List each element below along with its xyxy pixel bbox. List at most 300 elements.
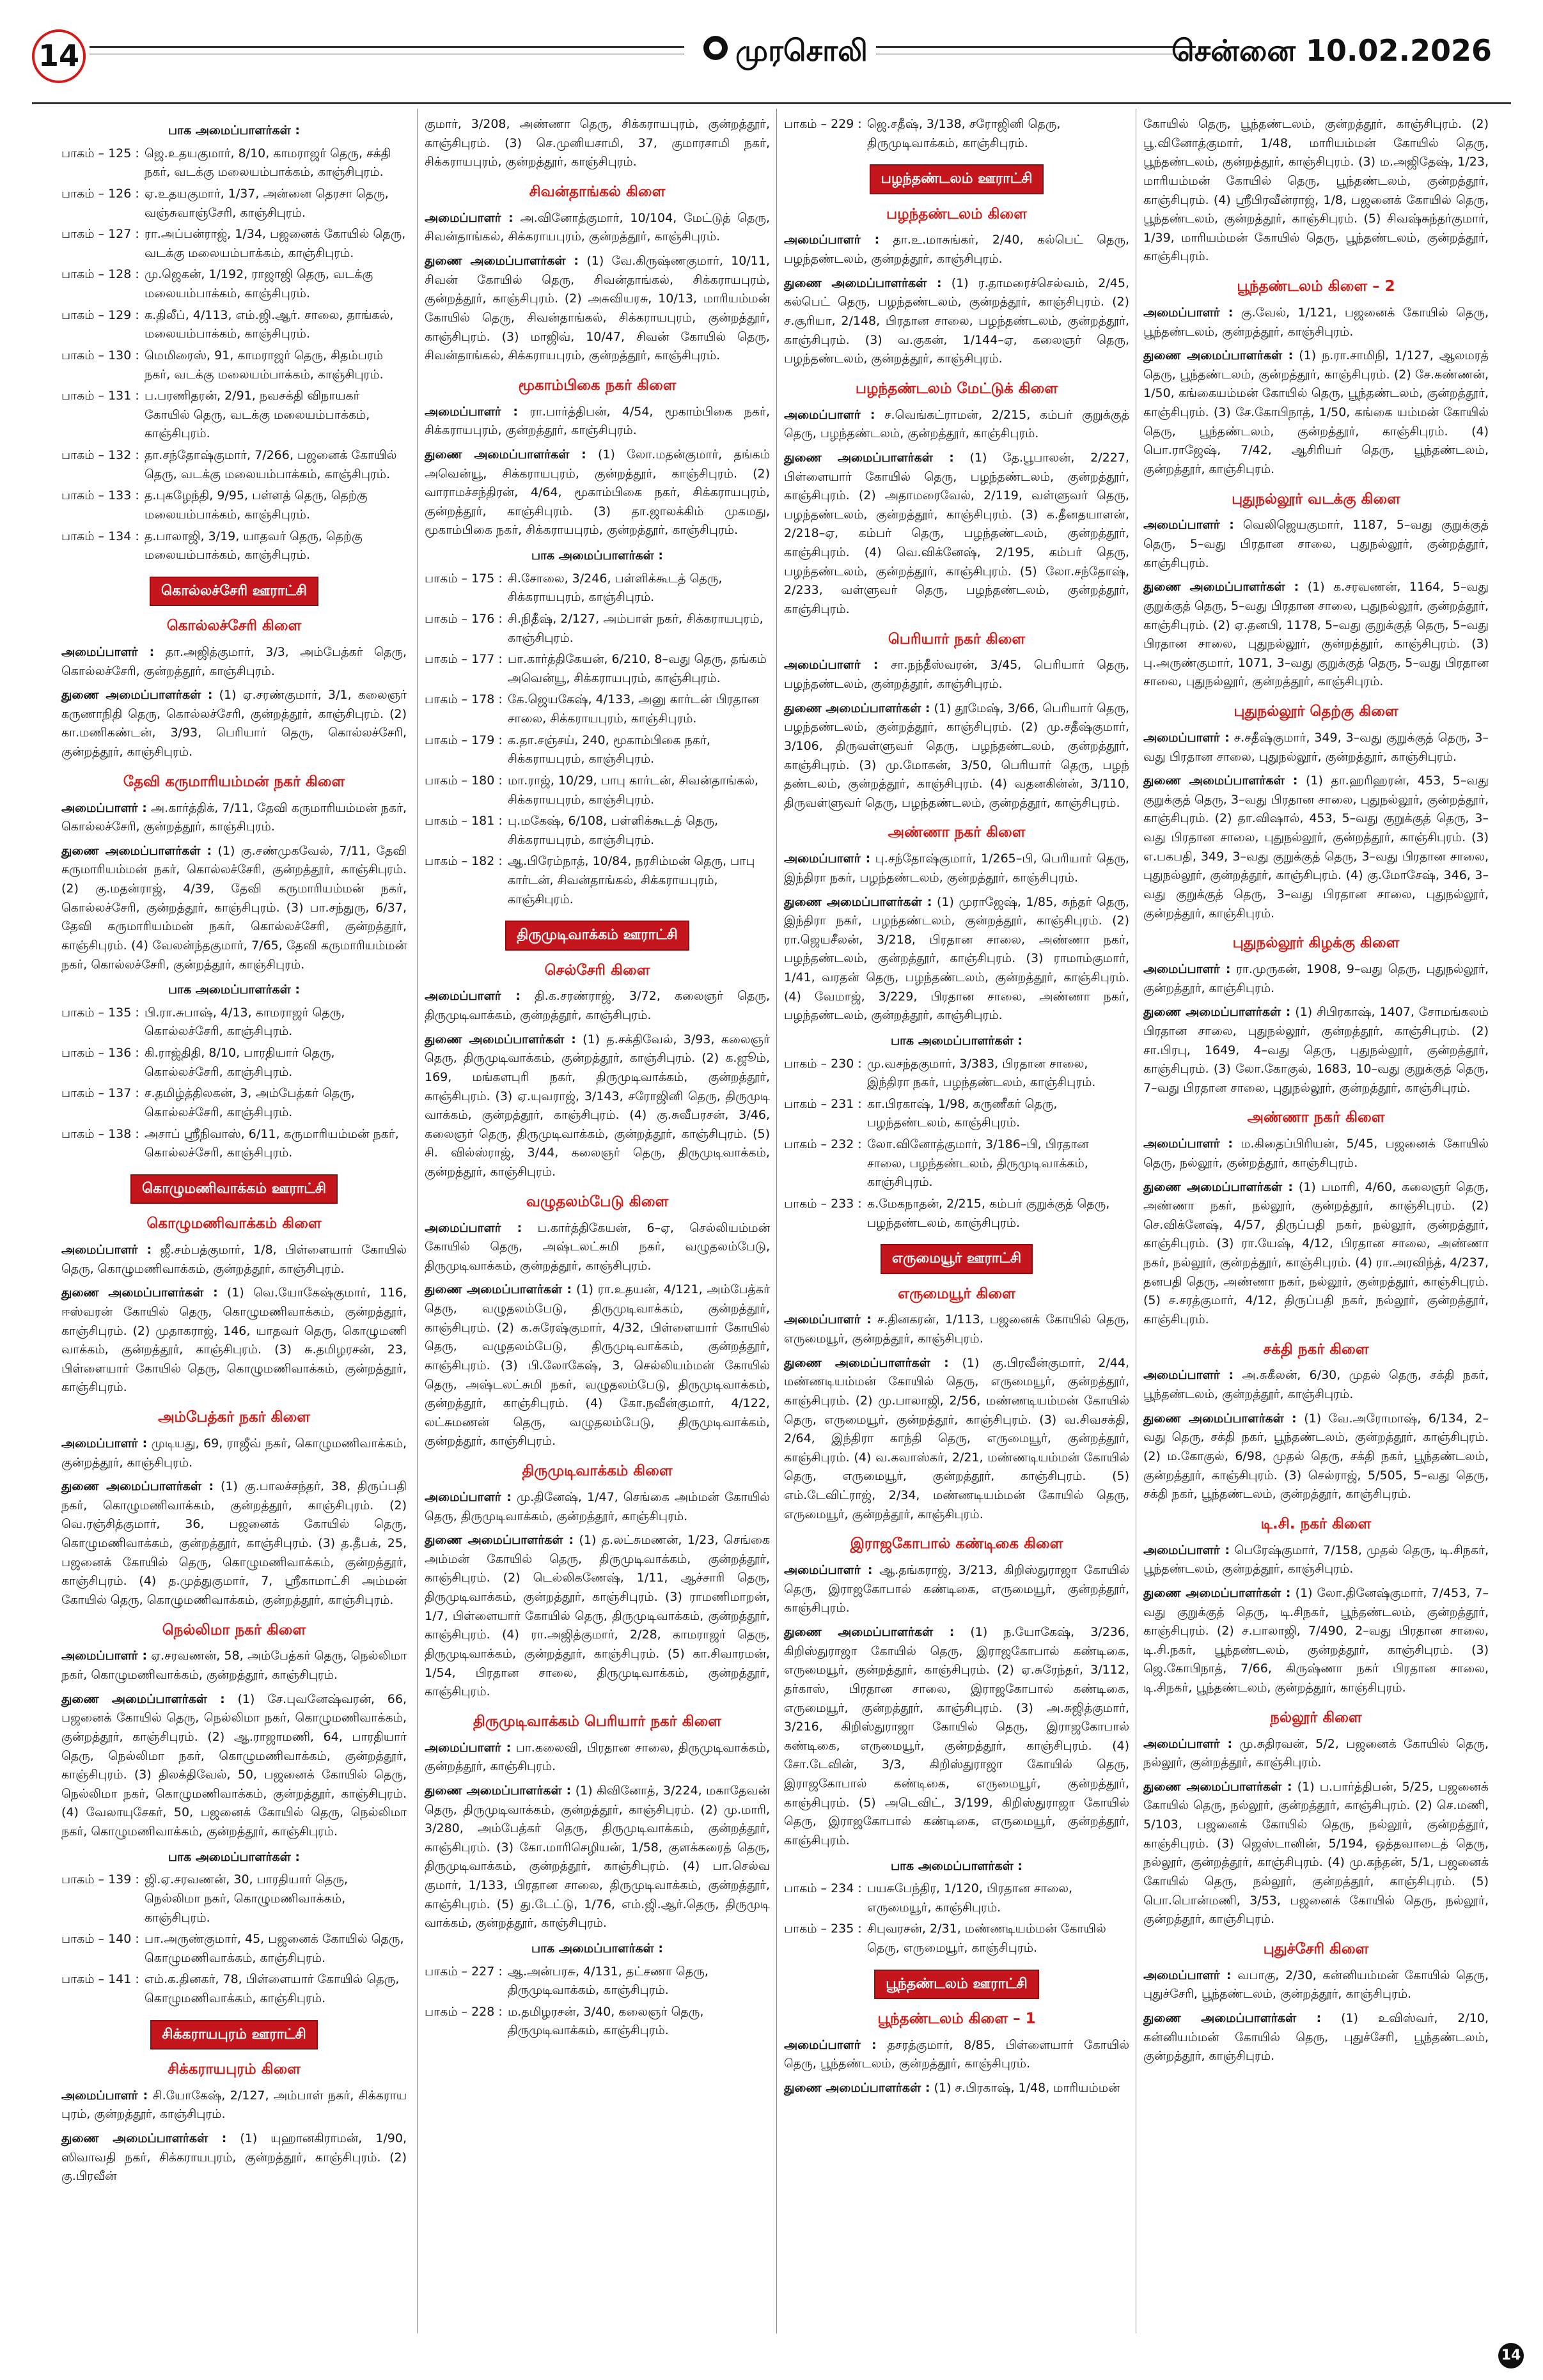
member-details: (1) ஏ.சரண்குமார், 3/1, கலைஞர் கருணாநிதி தெரு, கொல்லச்சேரி, குன்றத்தூர், காஞ்சிபுரம். (2) கா.மணிகண்டன், 3/93, பெரியார் தெரு, கொல்லச்சேரி, குன்றத்தூர், காஞ்சிபுரம். <box>61 688 407 759</box>
member-details: (1) முராஜேஷ், 1/85, சுந்தர் தெரு, இந்திரா நகர், பழந்தண்டலம், குன்றத்தூர், காஞ்சிபுரம். (2) ரா.ஜெயசீலன், 3/218, பிரதான சாலை, அண்ணா நகர், பழந்தண்டலம், குன்றத்தூர், காஞ்சிபுரம். (3) ராமாம்குமார், 1/41, வரதன் தெரு, பழந்தண்டலம், குன்றத்தூர், காஞ்சிபுரம். (4) வேமாஜ், 3/229, பிரதான சாலை, அண்ணா நகர், பழந்தண்டலம், குன்றத்தூர், காஞ்சிபுரம். <box>784 894 1129 1023</box>
booth-entry <box>61 527 407 565</box>
booth-details: ஜி.ஏ.சரவணன், 30, பாரதியார் தெரு, நெல்லிமா நகர், கொழுமணிவாக்கம், காஞ்சிபுரம். <box>145 1872 349 1925</box>
role-label: அமைப்பாளர் : <box>1143 962 1231 976</box>
member-details: (1) தூமேஷ், 3/66, பெரியார் தெரு, பழந்தண்டலம், குன்றத்தூர், காஞ்சிபுரம். (2) மு.சதீஷ்குமார், 3/106, திருவள்ளுவர் தெரு, பழந்தண்டலம், குன்றத்தூர், காஞ்சிபுரம். (3) மு.மோகன், 3/50, பெரியார் தெரு, பழந் தண்டலம், குன்றத்தூர், காஞ்சிபுரம். (4) வதனகின்ன், 3/110, திருவள்ளுவர் தெரு, பழந்தண்டலம், குன்றத்தூர், காஞ்சிபுரம். <box>784 701 1129 810</box>
member-entry <box>1143 516 1489 573</box>
member-details: (1) கு.சண்முகவேல், 7/11, தேவி கருமாரியம்மன் நகர், கொல்லச்சேரி, குன்றத்தூர், காஞ்சிபுரம். (2) கு.மதன்ராஜ், 4/39, தேவி கருமாரியம்மன் நகர், கொல்லச்சேரி, குன்றத்தூர், காஞ்சிபுரம். (3) பா.சந்துரு, 6/37, தேவி கருமாரியம்மன் நகர், கொல்லச்சேரி, குன்றத்தூர், காஞ்சிபுரம். (4) வேலன்ந்தகுமார், 7/65, தேவி கருமாரியம்மன் நகர், கொல்லச்சேரி, குன்றத்தூர், காஞ்சிபுரம். <box>61 843 407 972</box>
booth-details: மு.வசந்தகுமார், 3/383, பிரதான சாலை, இந்திரா நகர், பழந்தண்டலம், காஞ்சிபுரம். <box>867 1056 1096 1090</box>
booth-label: பாகம் – 235 : <box>784 1922 862 1936</box>
booth-entry <box>61 486 407 524</box>
member-entry <box>61 2129 407 2186</box>
booth-label: பாகம் – 233 : <box>784 1196 862 1211</box>
branch-heading: பழந்தண்டலம் மேட்டுக் கிளை <box>855 380 1058 397</box>
booth-label: பாகம் – 182 : <box>425 854 503 869</box>
member-details: (1) கு.பிரவீன்குமார், 2/44, மண்ணடியம்மன் கோயில் தெரு, எருமையூர், குன்றத்தூர், காஞ்சிபுரம். (2) மு.பாலாஜி, 2/56, மண்ணடியம்மன் கோயில் தெரு, எருமையூர், குன்றத்தூர், காஞ்சிபுரம். (3) வ.சிவசக்தி, 2/64, இந்திரா காந்தி தெரு, எருமையூர், குன்றத்தூர், காஞ்சிபுரம். (4) வ.கவாஸ்கர், 2/21, மண்ணடியம்மன் கோயில் தெரு, எருமையூர், குன்றத்தூர், காஞ்சிபுரம். (5) எம்.டேவிட்ராஜ், 2/34, மண்ணடியம்மன் கோயில் தெரு, எருமையூர், குன்றத்தூர், காஞ்சிபுரம். <box>784 1355 1129 1521</box>
member-details: முடியது, 69, ராஜீவ் நகர், கொழுமணிவாக்கம், குன்றத்தூர், காஞ்சிபுரம். <box>61 1436 407 1470</box>
member-entry <box>1143 346 1489 479</box>
role-label: அமைப்பாளர் : <box>1143 1368 1234 1383</box>
member-details: ப.கார்த்திகேயன், 6–ஏ, செல்லியம்மன் கோயில் தெரு, அஷ்டலட்சுமி நகர், வழுதலம்பேடு, திருமுடிவாக்கம், குன்றத்தூர், காஞ்சிபுரம். <box>425 1220 771 1273</box>
member-details: அ.கார்த்திக், 7/11, தேவி கருமாரியம்மன் நகர், கொல்லச்சேரி, குன்றத்தூர், காஞ்சிபுரம். <box>61 800 407 834</box>
column-2 <box>421 115 774 2043</box>
branch-heading: பழந்தண்டலம் கிளை <box>886 205 1027 222</box>
booth-label: பாகம் – 134 : <box>61 529 139 543</box>
booth-details: க.திலீப், 4/113, எம்.ஜி.ஆர். சாலை, தாங்கல், மலையம்பாக்கம், காஞ்சிபுரம். <box>145 307 394 341</box>
booth-entry <box>61 265 407 303</box>
panchayat-heading: பூந்தண்டலம் ஊராட்சி <box>874 1970 1038 1999</box>
member-details: ம.கிதைப்பிரியன், 5/45, பஜனைக் கோயில் தெரு, நல்லூர், குன்றத்தூர், காஞ்சிபுரம். <box>1143 1137 1489 1170</box>
booth-details: ப.பரணிதரன், 2/91, நவசக்தி விநாயகர் கோயில் தெரு, வடக்கு மலையம்பாக்கம், காஞ்சிபுரம். <box>145 389 370 441</box>
member-entry <box>1143 1735 1489 1773</box>
section-subheading: பாக அமைப்பாளர்கள் : <box>168 123 300 137</box>
member-details: (1) பமாரி, 4/60, கலைஞர் தெரு, அண்ணா நகர், நல்லூர், குன்றத்தூர், காஞ்சிபுரம். (2) செ.விக்னேஷ், 4/57, திருப்பதி நகர், நல்லூர், குன்றத்தூர், காஞ்சிபுரம். (3) ரா.யேஷ், 4/12, பிரதான சாலை, அண்ணா நகர், நல்லூர், குன்றத்தூர், காஞ்சிபுரம். (4) ரா.அரவிந்த், 4/237, தனபதி தெரு, அண்ணா நகர், நல்லூர், குன்றத்தூர், காஞ்சிபுரம். (5) ச.சரத்குமார், 4/12, திருப்பதி நகர், நல்லூர், குன்றத்தூர், காஞ்சிபுரம். <box>1143 1179 1489 1326</box>
member-details: (1) உவிஸ்வர், 2/10, கன்னியம்மன் கோயில் தெரு, புதுச்சேரி, பூந்தண்டலம், குன்றத்தூர், காஞ்சிபுரம். <box>1143 2011 1489 2064</box>
member-entry <box>61 686 407 762</box>
role-label: துணை அமைப்பாளர்கள் : <box>784 1625 955 1639</box>
member-entry <box>425 1280 770 1451</box>
masthead <box>0 0 1543 96</box>
member-entry <box>425 252 770 366</box>
member-details: ச.தினகரன், 1/113, பஜனைக் கோயில் தெரு, எருமையூர், குன்றத்தூர், காஞ்சிபுரம். <box>784 1312 1129 1346</box>
booth-label: பாகம் – 126 : <box>61 186 139 201</box>
role-label: துணை அமைப்பாளர்கள் : <box>425 1282 572 1297</box>
booth-label: பாகம் – 128 : <box>61 267 139 282</box>
branch-heading: புதுநல்லூர் கிழக்கு கிளை <box>1232 935 1400 952</box>
role-label: அமைப்பாளர் : <box>1143 1543 1230 1557</box>
panchayat-heading: பழந்தண்டலம் ஊராட்சி <box>870 164 1044 194</box>
role-label: துணை அமைப்பாளர்கள் : <box>784 2081 930 2096</box>
branch-heading: நெல்லிமா நகர் கிளை <box>162 1621 306 1638</box>
member-entry <box>1143 2009 1489 2066</box>
booth-label: பாகம் – 140 : <box>61 1932 139 1947</box>
member-entry <box>784 449 1129 619</box>
panchayat-heading: சிக்கராயபுரம் ஊராட்சி <box>150 2020 318 2049</box>
member-entry <box>425 446 770 540</box>
member-details: கு.வேல், 1/121, பஜனைக் கோயில் தெரு, பூந்தண்டலம், குன்றத்தூர், காஞ்சிபுரம். <box>1143 305 1489 339</box>
member-entry <box>425 403 770 440</box>
booth-entry <box>784 115 1129 153</box>
booth-details: மெமிரைஸ், 91, காமராஜர் தெரு, சிதம்பரம் நகர், வடக்கு மலையம்பாக்கம், காஞ்சிபுரம். <box>145 348 384 382</box>
booth-details: ஜெ.சதீஷ், 3/138, சரோஜினி தெரு, திருமுடிவாக்கம், காஞ்சிபுரம். <box>867 117 1061 150</box>
column-1 <box>58 115 411 2191</box>
member-entry <box>784 850 1129 887</box>
role-label: அமைப்பாளர் : <box>1143 305 1234 320</box>
member-entry <box>425 987 770 1025</box>
booth-label: பாகம் – 232 : <box>784 1137 862 1152</box>
booth-entry <box>784 1195 1129 1233</box>
member-details: (1) யுஹானகிராமன், 1/90, ஸிவாவதி நகர், சிக்கராயபுரம், குன்றத்தூர், காஞ்சிபுரம். (2) கு.பிரவீன் <box>61 2131 407 2184</box>
member-entry <box>61 643 407 681</box>
booth-label: பாகம் – 179 : <box>425 733 503 747</box>
role-label: துணை அமைப்பாளர்கள் : <box>1143 580 1299 595</box>
role-label: துணை அமைப்பாளர்கள் : <box>1143 1585 1291 1600</box>
branch-heading: புதுநல்லூர் வடக்கு கிளை <box>1232 490 1400 508</box>
member-details: (1) க.சரவணன், 1164, 5–வது குறுக்குத் தெரு, 5–வது பிரதான சாலை, புதுநல்லூர், குன்றத்தூர், காஞ்சிபுரம். (2) ஏ.தனபி, 1178, 5–வது குறுக்குத் தெரு, 5–வது பிரதான சாலை, புதுநல்லூர், குன்றத்தூர், காஞ்சிபுரம். (3) பு.அருண்குமார், 1071, 3–வது குறுக்குத் தெரு, 5–வது பிரதான சாலை, புதுநல்லூர், குன்றத்தூர், காஞ்சிபுரம். <box>1143 580 1489 689</box>
role-label: அமைப்பாளர் : <box>1143 518 1234 533</box>
member-details: குமார், 3/208, அண்ணா தெரு, சிக்கராயபுரம், குன்றத்தூர், காஞ்சிபுரம். (3) செ.முனியசாமி, 37, குமாரசாமி நகர், சிக்கராயபுரம், குன்றத்தூர், காஞ்சிபுரம். <box>425 117 770 169</box>
booth-entry <box>784 1879 1129 1917</box>
booth-details: அசாப் ஸ்ரீநிவாஸ், 6/11, கருமாரியம்மன் நகர், கொல்லச்சேரி, காஞ்சிபுரம். <box>145 1126 399 1160</box>
booth-label: பாகம் – 127 : <box>61 227 139 242</box>
role-label: துணை அமைப்பாளர்கள் : <box>1143 348 1294 363</box>
booth-label: பாகம் – 234 : <box>784 1881 862 1896</box>
branch-heading: எருமையூர் கிளை <box>898 1285 1015 1302</box>
panchayat-heading: கொல்லச்சேரி ஊராட்சி <box>150 577 318 606</box>
branch-heading: புதுநல்லூர் தெற்கு கிளை <box>1234 703 1398 720</box>
booth-entry <box>61 306 407 344</box>
branch-heading: அண்ணா நகர் கிளை <box>1247 1109 1385 1126</box>
member-details: அ.வினோத்குமார், 10/104, மேட்டுத் தெரு, சிவன்தாங்கல், சிக்கராயபுரம், குன்றத்தூர், காஞ்சிபுரம். <box>425 210 771 244</box>
role-label: துணை அமைப்பாளர்கள் : <box>784 1355 949 1370</box>
branch-heading: பெரியார் நகர் கிளை <box>888 630 1026 648</box>
column-divider <box>776 109 777 2333</box>
member-details: ஜீ.சம்பத்குமார், 1/8, பிள்ளையார் கோயில் தெரு, கொழுமணிவாக்கம், குன்றத்தூர், காஞ்சிபுரம். <box>61 1243 407 1276</box>
booth-details: சி.நிதீஷ், 2/127, அம்பாள் நகர், சிக்கராயபுரம், காஞ்சிபுரம். <box>508 611 764 645</box>
member-entry <box>784 2036 1129 2074</box>
booth-label: பாகம் – 175 : <box>425 571 503 586</box>
role-label: அமைப்பாளர் : <box>1143 1137 1234 1151</box>
role-label: துணை அமைப்பாளர்கள் : <box>61 1479 214 1494</box>
role-label: துணை அமைப்பாளர்கள் : <box>1143 1779 1292 1794</box>
member-entry <box>425 1782 770 1933</box>
booth-entry <box>425 1963 770 2000</box>
role-label: துணை அமைப்பாளர்கள் : <box>1143 2011 1322 2025</box>
branch-heading: அம்பேத்கர் நகர் கிளை <box>157 1409 311 1426</box>
booth-label: பாகம் – 133 : <box>61 488 139 503</box>
booth-details: த.பாலாஜி, 3/19, யாதவர் தெரு, தெற்கு மலையம்பாக்கம், காஞ்சிபுரம். <box>145 529 363 563</box>
booth-label: பாகம் – 131 : <box>61 389 139 403</box>
branch-heading: இராஜகோபால் கண்டிகை கிளை <box>850 1536 1063 1553</box>
member-details: ச.சதீஷ்குமார், 349, 3–வது குறுக்குத் தெரு, 3–வது பிரதான சாலை, புதுநல்லூர், குன்றத்தூர், காஞ்சிபுரம். <box>1143 730 1489 764</box>
booth-details: பயசுபேந்திர, 1/120, பிரதான சாலை, எருமையூர், காஞ்சிபுரம். <box>867 1881 1073 1915</box>
member-details: சி.யோகேஷ், 2/127, அம்பாள் நகர், சிக்கராய புரம், குன்றத்தூர், காஞ்சிபுரம். <box>61 2088 407 2122</box>
section-subheading: பாக அமைப்பாளர்கள் : <box>890 1033 1022 1048</box>
member-details: (1) தே.பூபாலன், 2/227, பிள்ளையார் கோயில் தெரு, பழந்தண்டலம், குன்றத்தூர், காஞ்சிபுரம். (2) அதாமரைவேல், 2/119, வள்ளுவர் தெரு, பழந்தண்டலம், குன்றத்தூர், காஞ்சிபுரம். (3) க.தீனதயாளன், 2/218–ஏ, கம்பர் தெரு, பழந்தண்டலம், குன்றத்தூர், காஞ்சிபுரம். (4) வெ.விக்னேஷ், 2/195, கம்பர் தெரு, பழந்தண்டலம், குன்றத்தூர், காஞ்சிபுரம். (5) லோ.சந்தோஷ், 2/233, வள்ளுவர் தெரு, பழந்தண்டலம், குன்றத்தூர், காஞ்சிபுரம். <box>784 450 1129 616</box>
member-entry <box>61 842 407 974</box>
booth-entry <box>61 144 407 182</box>
member-entry <box>425 1531 770 1702</box>
column-3 <box>780 115 1133 2103</box>
booth-label: பாகம் – 136 : <box>61 1046 139 1061</box>
booth-label: பாகம் – 137 : <box>61 1086 139 1101</box>
member-entry <box>1143 1966 1489 2004</box>
booth-entry <box>784 1055 1129 1093</box>
booth-details: சிபுவரசன், 2/31, மண்ணடியம்மன் கோயில் தெரு, எருமையூர், காஞ்சிபுரம். <box>867 1922 1106 1955</box>
booth-label: பாகம் – 228 : <box>425 2004 503 2019</box>
section-subheading: பாக அமைப்பாளர்கள் : <box>531 548 663 563</box>
role-label: அமைப்பாளர் : <box>784 1312 872 1327</box>
column-4 <box>1140 115 1492 2071</box>
role-label: அமைப்பாளர் : <box>61 1649 148 1663</box>
member-details: தி.க.சரண்ராஜ், 3/72, கலைஞர் தெரு, திருமுடிவாக்கம், குன்றத்தூர், காஞ்சிபுரம். <box>425 989 770 1023</box>
member-entry <box>1143 578 1489 692</box>
booth-label: பாகம் – 176 : <box>425 611 503 626</box>
booth-details: ம.தமிழரசன், 3/40, கலைஞர் தெரு, திருமுடிவாக்கம், காஞ்சிபுரம். <box>508 2004 704 2038</box>
branch-heading: டி.சி. நகர் கிளை <box>1260 1515 1372 1532</box>
member-entry <box>784 231 1129 268</box>
member-entry <box>784 2079 1129 2098</box>
booth-label: பாகம் – 132 : <box>61 448 139 462</box>
member-entry <box>1143 1135 1489 1172</box>
member-entry <box>425 1739 770 1777</box>
booth-details: க.மேகநாதன், 2/215, கம்பர் குறுக்குத் தெரு, பழந்தண்டலம், காஞ்சிபுரம். <box>867 1196 1110 1230</box>
member-entry <box>425 209 770 247</box>
role-label: அமைப்பாளர் : <box>425 404 519 419</box>
booth-details: ச.தமிழ்த்திலகன், 3, அம்பேத்கர் தெரு, கொல்லச்சேரி, காஞ்சிபுரம். <box>145 1086 355 1119</box>
booth-label: பாகம் – 138 : <box>61 1126 139 1141</box>
branch-heading: செல்சேரி கிளை <box>544 961 650 979</box>
member-entry <box>1143 1366 1489 1404</box>
role-label: அமைப்பாளர் : <box>425 1220 522 1235</box>
member-details: (1) வெ.யோகேஷ்குமார், 116, ஈஸ்வரன் கோயில் தெரு, கொழுமணிவாக்கம், குன்றத்தூர், காஞ்சிபுரம். (2) முதாகராஜ், 146, யாதவர் தெரு, கொழுமணி வாக்கம், குன்றத்தூர், காஞ்சிபுரம். (3) சு.தமிழரசன், 23, பிள்ளையார் கோயில் தெரு, கொழுமணிவாக்கம், குன்றத்தூர், காஞ்சிபுரம். <box>61 1286 407 1395</box>
section-subheading: பாக அமைப்பாளர்கள் : <box>168 1849 300 1864</box>
booth-entry <box>61 1125 407 1163</box>
member-details: ஏ.சரவணன், 58, அம்பேத்கர் தெரு, நெல்லிமா நகர், கொழுமணிவாக்கம், குன்றத்தூர், காஞ்சிபுரம். <box>61 1649 407 1682</box>
booth-entry <box>425 570 770 607</box>
member-entry <box>425 115 770 172</box>
booth-label: பாகம் – 181 : <box>425 814 503 828</box>
booth-label: பாகம் – 125 : <box>61 146 139 160</box>
member-entry <box>61 1647 407 1684</box>
role-label: துணை அமைப்பாளர்கள் : <box>784 276 942 290</box>
booth-entry <box>61 346 407 384</box>
member-details: (1) லோ.தினேஷ்குமார், 7/453, 7–வது குறுக்குத் தெரு, டி.சிநகர், பூந்தண்டலம், குன்றத்தூர், காஞ்சிபுரம். (2) ச.பாலாஜி, 7/490, 2–வது பிரதான சாலை, டி.சி.நகர், பூந்தண்டலம், குன்றத்தூர், காஞ்சிபுரம். (3) ஜெ.கோபிநாத், 7/66, கிருஷ்ணா நகர் பிரதான சாலை, டி.சிநகர், பூந்தண்டலம், குன்றத்தூர், காஞ்சிபுரம். <box>1143 1585 1489 1695</box>
member-details: மு.தினேஷ், 1/47, செங்கை அம்மன் கோயில் தெரு, திருமுடிவாக்கம், குன்றத்தூர், காஞ்சிபுரம். <box>425 1489 771 1523</box>
role-label: துணை அமைப்பாளர்கள் : <box>784 894 932 909</box>
branch-heading: சக்தி நகர் கிளை <box>1263 1341 1369 1358</box>
member-entry <box>61 1690 407 1842</box>
branch-heading: வழுதலம்பேடு கிளை <box>526 1193 669 1210</box>
booth-label: பாகம் – 135 : <box>61 1005 139 1020</box>
member-details: மு.சுதிரவன், 5/2, பஜனைக் கோயில் தெரு, நல்லூர், குன்றத்தூர், காஞ்சிபுரம். <box>1143 1736 1489 1770</box>
booth-details: பி.ரா.சுபாஷ், 4/13, காமராஜர் தெரு, கொல்லச்சேரி, காஞ்சிபுரம். <box>145 1005 345 1039</box>
branch-heading: கொல்லச்சேரி கிளை <box>166 618 302 635</box>
header-rule-left <box>90 46 684 48</box>
booth-details: ஆ.பிரேம்நாத், 10/84, நரசிம்மன் தெரு, பாபு கார்டன், சிவன்தாங்கல், சிக்கராயபுரம், காஞ்சிபுரம். <box>508 854 755 906</box>
booth-details: க.தா.சஞ்சய், 240, மூகாம்பிகை நகர், சிக்கராயபுரம், காஞ்சிபுரம். <box>508 733 710 766</box>
booth-entry <box>61 1930 407 1968</box>
role-label: அமைப்பாளர் : <box>61 1243 152 1257</box>
branch-heading: திருமுடிவாக்கம் கிளை <box>522 1463 673 1480</box>
member-entry <box>784 1354 1129 1525</box>
member-entry <box>784 274 1129 369</box>
booth-entry <box>61 1004 407 1041</box>
member-entry <box>784 406 1129 444</box>
member-details: (1) ப.பார்த்திபன், 5/25, பஜனைக் கோயில் தெரு, நல்லூர், குன்றத்தூர், காஞ்சிபுரம். (2) செ.மணி, 5/103, பஜனைக் கோயில் தெரு, நல்லூர், குன்றத்தூர், காஞ்சிபுரம். (3) ஜெஸ்டானின், 5/194, ஒத்தவாடைத் தெரு, நல்லூர், குன்றத்தூர், காஞ்சிபுரம். (4) மு.கந்தன், 5/1, பஜனைக் கோயில் தெரு, நல்லூர், குன்றத்தூர், காஞ்சிபுரம். (5) பொ.பொன்மணி, 3/53, பஜனைக் கோயில் தெரு, நல்லூர், குன்றத்தூர், காஞ்சிபுரம். <box>1143 1779 1489 1927</box>
member-details: (1) வே.அரோமாஷ், 6/134, 2–வது தெரு, சக்தி நகர், பூந்தண்டலம், குன்றத்தூர், காஞ்சிபுரம். (2) ம.கோகுல், 6/98, முதல் தெரு, சக்தி நகர், பூந்தண்டலம், குன்றத்தூர், காஞ்சிபுரம். (3) செல்ராஜ், 5/505, 5–வது தெரு, சக்தி நகர், பூந்தண்டலம், குன்றத்தூர், காஞ்சிபுரம். <box>1143 1411 1489 1502</box>
header-bottom-rule <box>32 102 1511 104</box>
branch-heading: தேவி கருமாரியம்மன் நகர் கிளை <box>123 773 345 790</box>
booth-entry <box>61 185 407 222</box>
member-entry <box>61 799 407 837</box>
member-details: தா.உ.மாசுங்கர், 2/40, கல்பெட் தெரு, பழந்தண்டலம், குன்றத்தூர், காஞ்சிபுரம். <box>784 233 1129 267</box>
booth-details: கி.ராஜ்திதி, 8/10, பாரதியார் தெரு, கொல்லச்சேரி, காஞ்சிபுரம். <box>145 1046 335 1079</box>
booth-entry <box>61 225 407 263</box>
booth-entry <box>784 1135 1129 1192</box>
booth-label: பாகம் – 231 : <box>784 1096 862 1111</box>
booth-entry <box>61 387 407 444</box>
booth-label: பாகம் – 227 : <box>425 1964 503 1979</box>
role-label: துணை அமைப்பாளர்கள் : <box>784 701 930 715</box>
member-entry <box>784 893 1129 1025</box>
booth-entry <box>425 852 770 909</box>
member-details: (1) கிவினோத், 3/224, மகாதேவன் தெரு, திருமுடிவாக்கம், குன்றத்தூர், காஞ்சிபுரம். (2) மு.மாரி, 3/280, அம்பேத்கர் தெரு, திருமுடிவாக்கம், குன்றத்தூர், காஞ்சிபுரம். (3) கோ.மாரிசெழியன், 1/58, குளக்கரைத் தெரு, திருமுடிவாக்கம், குன்றத்தூர், காஞ்சிபுரம். (4) பா.செல்வ குமார், 1/133, பிரதான சாலை, திருமுடிவாக்கம், குன்றத்தூர், காஞ்சிபுரம். (5) து.டேட்டு, 1/76, எம்.ஜி.ஆர்.தெரு, திருமுடி வாக்கம், குன்றத்தூர், காஞ்சிபுரம். <box>425 1783 771 1931</box>
role-label: அமைப்பாளர் : <box>425 1740 512 1755</box>
branch-heading: நல்லூர் கிளை <box>1270 1709 1362 1726</box>
member-details: பெரேஷ்குமார், 7/158, முதல் தெரு, டி.சிநகர், பூந்தண்டலம், குன்றத்தூர், காஞ்சிபுரம். <box>1143 1543 1489 1576</box>
member-details: (1) தா.ஹரிஹரன், 453, 5–வது குறுக்குத் தெரு, 3–வது பிரதான சாலை, புதுநல்லூர், குன்றத்தூர், காஞ்சிபுரம். (2) தா.விஷால், 453, 5–வது குறுக்குத் தெரு, 3–வது பிரதான சாலை, புதுநல்லூர், குன்றத்தூர், காஞ்சிபுரம். (3) எ.பகபதி, 349, 3–வது குறுக்குத் தெரு, 3–வது பிரதான சாலை, புதுநல்லூர், குன்றத்தூர், காஞ்சிபுரம். (4) கு.மோசேஷ், 346, 3–வது குறுக்குத் தெரு, 3–வது பிரதான சாலை, புதுநல்லூர், குன்றத்தூர், காஞ்சிபுரம். <box>1143 774 1489 921</box>
booth-details: எம்.க.தினகர், 78, பிள்ளையார் கோயில் தெரு, கொழுமணிவாக்கம், காஞ்சிபுரம். <box>145 1972 400 2005</box>
booth-details: த.புகழேந்தி, 9/95, பள்ளத் தெரு, தெற்கு மலையம்பாக்கம், காஞ்சிபுரம். <box>145 488 368 522</box>
booth-details: ஜெ.உதயகுமார், 8/10, காமராஜர் தெரு, சக்தி நகர், வடக்கு மலையம்பாக்கம், காஞ்சிபுரம். <box>145 146 391 180</box>
panchayat-heading: கொழுமணிவாக்கம் ஊராட்சி <box>130 1174 338 1204</box>
branch-heading: சிக்கராயபுரம் கிளை <box>168 2060 301 2078</box>
role-label: அமைப்பாளர் : <box>425 989 521 1004</box>
member-entry <box>1143 1178 1489 1330</box>
role-label: துணை அமைப்பாளர்கள் : <box>61 1692 225 1706</box>
role-label: துணை அமைப்பாளர்கள் : <box>784 450 954 465</box>
booth-entry <box>425 772 770 809</box>
booth-details: தா.சந்தோஷ்குமார், 7/266, பஜனைக் கோயில் தெரு, வடக்கு மலையம்பாக்கம், காஞ்சிபுரம். <box>145 448 397 481</box>
booth-entry <box>61 1084 407 1122</box>
role-label: அமைப்பாளர் : <box>784 1563 873 1578</box>
role-label: அமைப்பாளர் : <box>784 407 875 422</box>
member-details: (1) கு.பாலச்சந்தர், 38, திருப்பதி நகர், கொழுமணிவாக்கம், குன்றத்தூர், காஞ்சிபுரம். (2) வெ.ரஞ்சித்குமார், 36, பஜனைக் கோயில் தெரு, கொழுமணிவாக்கம், குன்றத்தூர், காஞ்சிபுரம். (3) த.தீபக், 25, பஜனைக் கோயில் தெரு, கொழுமணிவாக்கம், குன்றத்தூர், காஞ்சிபுரம். (4) த.முத்துகுமார், 7, ஸ்ரீகாமாட்சி அம்மன் கோயில் தெரு, கொழுமணிவாக்கம், குன்றத்தூர், காஞ்சிபுரம். <box>61 1479 407 1607</box>
booth-entry <box>61 1871 407 1927</box>
booth-entry <box>425 650 770 688</box>
column-divider <box>417 109 418 2333</box>
role-label: துணை அமைப்பாளர்கள் : <box>1143 1411 1297 1426</box>
role-label: துணை அமைப்பாளர்கள் : <box>1143 774 1298 788</box>
branch-heading: பூந்தண்டலம் கிளை – 1 <box>877 2010 1036 2027</box>
member-entry <box>1143 1410 1489 1504</box>
section-subheading: பாக அமைப்பாளர்கள் : <box>531 1941 663 1956</box>
booth-label: பாகம் – 130 : <box>61 348 139 362</box>
dateline: சென்னை 10.02.2026 <box>1171 33 1492 68</box>
member-details: தசரத்குமார், 8/85, பிள்ளையார் கோயில் தெரு, பூந்தண்டலம், குன்றத்தூர், காஞ்சிபுரம். <box>784 2037 1130 2071</box>
member-entry <box>1143 960 1489 998</box>
role-label: துணை அமைப்பாளர்கள் : <box>61 1286 218 1300</box>
member-details: அ.சுகீலன், 6/30, முதல் தெரு, சக்தி நகர், பூந்தண்டலம், குன்றத்தூர், காஞ்சிபுரம். <box>1143 1368 1489 1401</box>
booth-details: லோ.வினோத்குமார், 3/186–பி, பிரதான சாலை, பழந்தண்டலம், திருமுடிவாக்கம், காஞ்சிபுரம். <box>867 1137 1089 1190</box>
booth-label: பாகம் – 230 : <box>784 1056 862 1071</box>
booth-entry <box>61 446 407 484</box>
member-entry <box>1143 772 1489 923</box>
role-label: அமைப்பாளர் : <box>61 644 155 659</box>
member-entry <box>61 1477 407 1610</box>
booth-entry <box>425 690 770 728</box>
booth-entry <box>784 1920 1129 1957</box>
branch-heading: அண்ணா நகர் கிளை <box>888 824 1026 841</box>
role-label: அமைப்பாளர் : <box>784 233 880 247</box>
member-entry <box>425 1488 770 1526</box>
member-entry <box>1143 729 1489 766</box>
role-label: துணை அமைப்பாளர்கள் : <box>61 843 212 858</box>
member-details: (1) லோ.மதன்குமார், தங்கம் அவென்யூ, சிக்கராயபுரம், குன்றத்தூர், காஞ்சிபுரம். (2) வாராமச்சந்திரன், 4/64, மூகாம்பிகை நகர், சிக்கராயபுரம், குன்றத்தூர், காஞ்சிபுரம். (3) தா.ஜாலக்கிம் முகமது, மூகாம்பிகை நகர், சிக்கராயபுரம், குன்றத்தூர், காஞ்சிபுரம். <box>425 447 770 538</box>
booth-label: பாகம் – 229 : <box>784 117 862 131</box>
booth-label: பாகம் – 180 : <box>425 773 503 788</box>
role-label: துணை அமைப்பாளர்கள் : <box>425 254 579 268</box>
member-details: (1) ந.ரா.சாமிநி, 1/127, ஆலமரத் தெரு, பூந்தண்டலம், குன்றத்தூர், காஞ்சிபுரம். (2) சே.கண்ணன், 1/50, கங்கையம்மன் கோயில் தெரு, பூந்தண்டலம், குன்றத்தூர், காஞ்சிபுரம். (3) சே.கோபிநாத், 1/50, கங்கை யம்மன் கோயில் தெரு, பூந்தண்டலம், குன்றத்தூர், காஞ்சிபுரம். (4) பொ.ராஜேஷ், 7/42, ஆசிரியர் தெரு, பூந்தண்டலம், குன்றத்தூர், காஞ்சிபுரம். <box>1143 348 1489 476</box>
member-entry <box>784 1623 1129 1851</box>
role-label: துணை அமைப்பாளர்கள் : <box>1143 1179 1294 1194</box>
role-label: அமைப்பாளர் : <box>1143 1736 1233 1751</box>
booth-details: பா.அருண்குமார், 45, பஜனைக் கோயில் தெரு, கொழுமணிவாக்கம், காஞ்சிபுரம். <box>145 1932 404 1965</box>
member-entry <box>1143 115 1489 267</box>
branch-heading: கொழுமணிவாக்கம் கிளை <box>146 1215 322 1233</box>
role-label: அமைப்பாளர் : <box>61 1436 148 1451</box>
member-entry <box>1143 1778 1489 1929</box>
booth-entry <box>61 1970 407 2008</box>
member-entry <box>61 1241 407 1279</box>
booth-details: பா.கார்த்திகேயன், 6/210, 8–வது தெரு, தங்கம் அவென்யூ, சிக்கராயபுரம், காஞ்சிபுரம். <box>508 652 767 685</box>
member-entry <box>425 1219 770 1276</box>
page-number-footer: 14 <box>1498 2343 1524 2368</box>
branch-heading: சிவன்தாங்கல் கிளை <box>529 183 666 200</box>
member-details: வபாகு, 2/30, கன்னியம்மன் கோயில் தெரு, புதுச்சேரி, பூந்தண்டலம், குன்றத்தூர், காஞ்சிபுரம். <box>1143 1968 1489 2002</box>
role-label: அமைப்பாளர் : <box>784 852 871 866</box>
role-label: துணை அமைப்பாளர்கள் : <box>1143 1005 1291 1020</box>
member-entry <box>784 1561 1129 1618</box>
booth-label: பாகம் – 129 : <box>61 307 139 322</box>
branch-heading: மூகாம்பிகை நகர் கிளை <box>518 377 677 394</box>
booth-label: பாகம் – 178 : <box>425 692 503 707</box>
page-number-badge: 14 <box>32 29 86 83</box>
role-label: துணை அமைப்பாளர்கள் : <box>425 1032 576 1046</box>
member-details: (1) சே.புவனேஷ்வரன், 66, பஜனைக் கோயில் தெரு, நெல்லிமா நகர், கொழுமணிவாக்கம், குன்றத்தூர், காஞ்சிபுரம். (2) ஆ.ராஜாமணி, 64, பாரதியார் தெரு, நெல்லிமா நகர், கொழுமணிவாக்கம், குன்றத்தூர், காஞ்சிபுரம். (3) திலக்திவேல், 50, பஜனைக் கோயில் தெரு, நெல்லிமா நகர், கொழுமணிவாக்கம், குன்றத்தூர், காஞ்சிபுரம். (4) வேலாயுசேகர், 50, பஜனைக் கோயில் தெரு, நெல்லிமா நகர், கொழுமணிவாக்கம், குன்றத்தூர், காஞ்சிபுரம். <box>61 1692 407 1839</box>
role-label: அமைப்பாளர் : <box>61 800 147 815</box>
member-details: கோயில் தெரு, பூந்தண்டலம், குன்றத்தூர், காஞ்சிபுரம். (2) பூ.வினோத்குமார், 1/48, மாரியம்மன் கோயில் தெரு, பூந்தண்டலம், குன்றத்தூர், காஞ்சிபுரம். (3) ம.அஜிதேஷ், 1/23, மாரியம்மன் கோயில் தெரு, பூந்தண்டலம், குன்றத்தூர், காஞ்சிபுரம். (4) ஸ்ரீபிரவீன்ராஜ், 1/8, பஜனைக் கோயில் தெரு, பூந்தண்டலம், குன்றத்தூர், காஞ்சிபுரம். (5) சிவஷ்சுந்தர்குமார், 1/39, மாரியம்மன் கோயில் தெரு, பூந்தண்டலம், குன்றத்தூர், காஞ்சிபுரம். <box>1143 117 1489 264</box>
branch-heading: பூந்தண்டலம் கிளை – 2 <box>1237 278 1395 295</box>
booth-details: பு.மகேஷ், 6/108, பள்ளிக்கூடத் தெரு, சிக்கராயபுரம், காஞ்சிபுரம். <box>508 814 719 847</box>
member-details: ரா.பார்த்திபன், 4/54, மூகாம்பிகை நகர், சிக்கராயபுரம், குன்றத்தூர், காஞ்சிபுரம். <box>425 404 771 438</box>
booth-entry <box>425 2003 770 2041</box>
member-entry <box>784 699 1129 813</box>
booth-label: பாகம் – 141 : <box>61 1972 139 1987</box>
panchayat-heading: எருமையூர் ஊராட்சி <box>881 1244 1033 1273</box>
member-details: (1) ச.பிரகாஷ், 1/48, மாரியம்மன் <box>934 2081 1120 2096</box>
member-details: வெலிஜெயகுமார், 1187, 5–வது குறுக்குத் தெரு, 5–வது பிரதான சாலை, புதுநல்லூர், குன்றத்தூர், காஞ்சிபுரம். <box>1143 518 1489 570</box>
booth-details: மா.ராஜ், 10/29, பாபு கார்டன், சிவன்தாங்கல், சிக்கராயபுரம், காஞ்சிபுரம். <box>508 773 759 807</box>
section-subheading: பாக அமைப்பாளர்கள் : <box>890 1858 1022 1873</box>
booth-details: ஆ.அன்பரசு, 4/131, தட்சணா தெரு, திருமுடிவாக்கம், காஞ்சிபுரம். <box>508 1964 709 1998</box>
branch-heading: புதுச்சேரி கிளை <box>1263 1940 1369 1957</box>
murasoli-logo-icon <box>703 36 728 60</box>
role-label: அமைப்பாளர் : <box>1143 1968 1232 1982</box>
role-label: துணை அமைப்பாளர்கள் : <box>61 2131 227 2146</box>
member-entry <box>1143 1541 1489 1579</box>
branch-heading: திருமுடிவாக்கம் பெரியார் நகர் கிளை <box>473 1713 722 1730</box>
member-entry <box>61 1435 407 1472</box>
booth-entry <box>425 610 770 648</box>
member-details: (1) ர.தாமரைச்செல்வம், 2/45, கல்பெட் தெரு, பழந்தண்டலம், குன்றத்தூர், காஞ்சிபுரம். (2) ச.சூரியா, 2/148, பிரதான சாலை, பழந்தண்டலம், குன்றத்தூர், காஞ்சிபுரம். (3) வ.குகன், 1/144–ஏ, கலைஞர் தெரு, பழந்தண்டலம், குன்றத்தூர், காஞ்சிபுரம். <box>784 276 1129 366</box>
member-entry <box>1143 1584 1489 1698</box>
header-rule-right <box>876 46 1196 48</box>
member-entry <box>1143 1003 1489 1098</box>
booth-label: பாகம் – 177 : <box>425 652 503 667</box>
role-label: அமைப்பாளர் : <box>784 658 879 673</box>
role-label: அமைப்பாளர் : <box>425 210 513 225</box>
member-entry <box>784 1311 1129 1348</box>
role-label: அமைப்பாளர் : <box>1143 730 1230 745</box>
booth-entry <box>784 1095 1129 1133</box>
member-details: (1) சிபிரகாஷ், 1407, சோமங்கலம் பிரதான சாலை, புதுநல்லூர், குன்றத்தூர், காஞ்சிபுரம். (2) சா.பிரபு, 1649, 4–வது தெரு, புதுநல்லூர், குன்றத்தூர், காஞ்சிபுரம். (3) லோ.கோகுல், 1683, 10–வது குறுக்குத் தெரு, 7–வது பிரதான சாலை, புதுநல்லூர், குன்றத்தூர், காஞ்சிபுரம். <box>1143 1005 1489 1095</box>
paper-name: முரசொலி <box>735 33 868 68</box>
member-entry <box>784 656 1129 694</box>
role-label: அமைப்பாளர் : <box>61 2088 148 2103</box>
member-details: ஆ.தங்கராஜ், 3/213, கிறிஸ்துராஜா கோயில் தெரு, இராஜகோபால் கண்டிகை, எருமையூர், குன்றத்தூர், காஞ்சிபுரம். <box>784 1563 1129 1615</box>
booth-details: மு.ஜெகன், 1/192, ராஜாஜி தெரு, வடக்கு மலையம்பாக்கம், காஞ்சிபுரம். <box>145 267 373 300</box>
booth-entry <box>425 731 770 769</box>
